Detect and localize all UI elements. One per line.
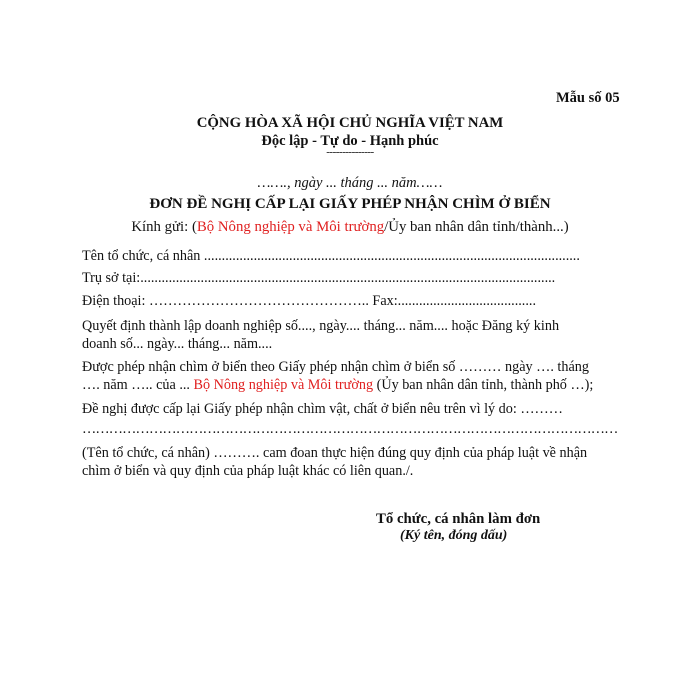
signature-title: Tổ chức, cá nhân làm đơn <box>376 511 541 527</box>
recipient-ministry: Bộ Nông nghiệp và Môi trường <box>196 219 385 235</box>
recipient-suffix: /Ủy ban nhân dân tỉnh/thành...) <box>384 219 569 235</box>
signature-note: (Ký tên, đóng dấu) <box>400 528 508 543</box>
national-title: CỘNG HÒA XÃ HỘI CHỦ NGHĨA VIỆT NAM <box>196 115 504 131</box>
request-line-2: ………………………………………………………………………………………………………… <box>82 421 618 437</box>
recipient-prefix: Kính gửi: ( <box>131 219 197 235</box>
permit-line-2-prefix: …. năm ….. của ... <box>82 377 194 393</box>
permit-ministry: Bộ Nông nghiệp và Môi trường <box>193 377 374 393</box>
commitment-line-2: chìm ở biển và quy định của pháp luật khác có liên quan./. <box>82 463 414 479</box>
recipient-line <box>0 219 700 236</box>
org-name-field: Tên tổ chức, cá nhân .......................................................................................................... <box>82 248 580 264</box>
head-office-field: Trụ sở tại:..................................................................................................................... <box>82 270 556 286</box>
motto-underline: --------------- <box>326 146 374 158</box>
decision-line-1: Quyết định thành lập doanh nghiệp số...., ngày.... tháng... năm.... hoặc Đăng ký kinh <box>82 318 560 334</box>
document-title: ĐƠN ĐỀ NGHỊ CẤP LẠI GIẤY PHÉP NHẬN CHÌM Ở BIỂN <box>149 196 551 212</box>
form-number: Mẫu số 05 <box>556 90 620 106</box>
commitment-line-1: (Tên tổ chức, cá nhân) ………. cam đoan thực hiện đúng quy định của pháp luật về nhận <box>82 445 588 461</box>
decision-line-2: doanh số... ngày... tháng... năm.... <box>82 336 273 352</box>
motto: Độc lập - Tự do - Hạnh phúc <box>261 133 439 149</box>
date-line: ……., ngày ... tháng ... năm…… <box>257 175 443 191</box>
permit-line-2-suffix: (Ủy ban nhân dân tỉnh, thành phố …); <box>373 377 594 393</box>
phone-fax-field: Điện thoại: ……………………………………….. Fax:....................................... <box>82 293 536 309</box>
permit-line-1: Được phép nhận chìm ở biển theo Giấy phép nhận chìm ở biển số ……… ngày …. tháng <box>82 359 589 375</box>
request-line-1: Đề nghị được cấp lại Giấy phép nhận chìm vật, chất ở biển nêu trên vì lý do: ……… <box>82 401 563 417</box>
permit-line-2 <box>82 377 622 394</box>
